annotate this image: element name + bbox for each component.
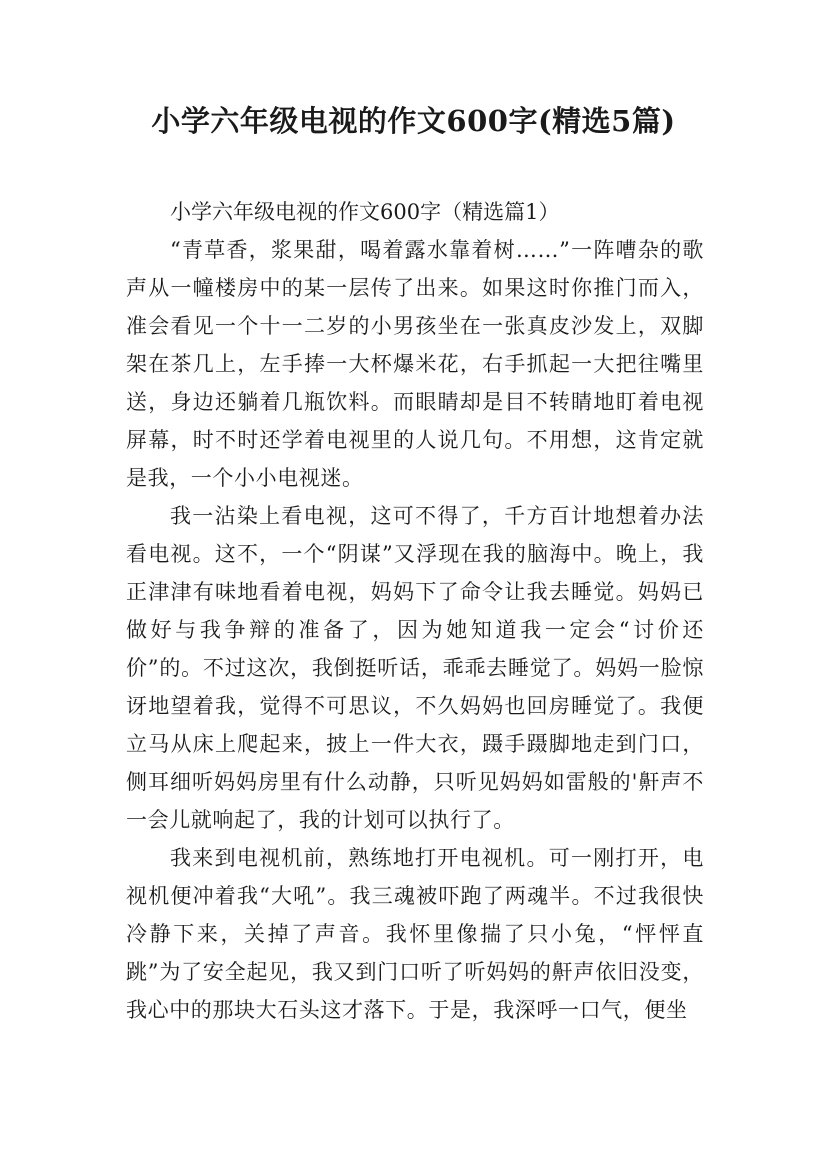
section-heading: 小学六年级电视的作文600字（精选篇1） <box>170 200 560 224</box>
document-body <box>126 193 704 1029</box>
paragraph-3: 我来到电视机前，熟练地打开电视机。可一刚打开，电视机便冲着我“大吼”。我三魂被吓跑了两魂半。不过我很快冷静下来，关掉了声音。我怀里像揣了只小兔，“怦怦直跳”为了安全起见，我又到门口听了听妈妈的鼾声依旧没变，我心中的那块大石头这才落下。于是，我深呼一口气，便坐 <box>126 846 704 1022</box>
document-title: 小学六年级电视的作文600字(精选5篇) <box>151 104 676 138</box>
paragraph-1: “青草香，浆果甜，喝着露水靠着树……”一阵嘈杂的歌声从一幢楼房中的某一层传了出来。如果这时你推门而入，准会看见一个十一二岁的小男孩坐在一张真皮沙发上，双脚架在茶几上，左手捧一大杯爆米花，右手抓起一大把往嘴里送，身边还躺着几瓶饮料。而眼睛却是目不转睛地盯着电视屏幕，时不时还学着电视里的人说几句。不用想，这肯定就是我，一个小小电视迷。 <box>126 238 704 490</box>
paragraph-2: 我一沾染上看电视，这可不得了，千方百计地想着办法看电视。这不，一个“阴谋”又浮现在我的脑海中。晚上，我正津津有味地看着电视，妈妈下了命令让我去睡觉。妈妈已做好与我争辩的准备了，因为她知道我一定会“讨价还价”的。不过这次，我倒挺听话，乖乖去睡觉了。妈妈一脸惊讶地望着我，觉得不可思议，不久妈妈也回房睡觉了。我便立马从床上爬起来，披上一件大衣，蹑手蹑脚地走到门口，侧耳细听妈妈房里有什么动静，只听见妈妈如雷般的'鼾声不一会儿就响起了，我的计划可以执行了。 <box>126 504 704 832</box>
